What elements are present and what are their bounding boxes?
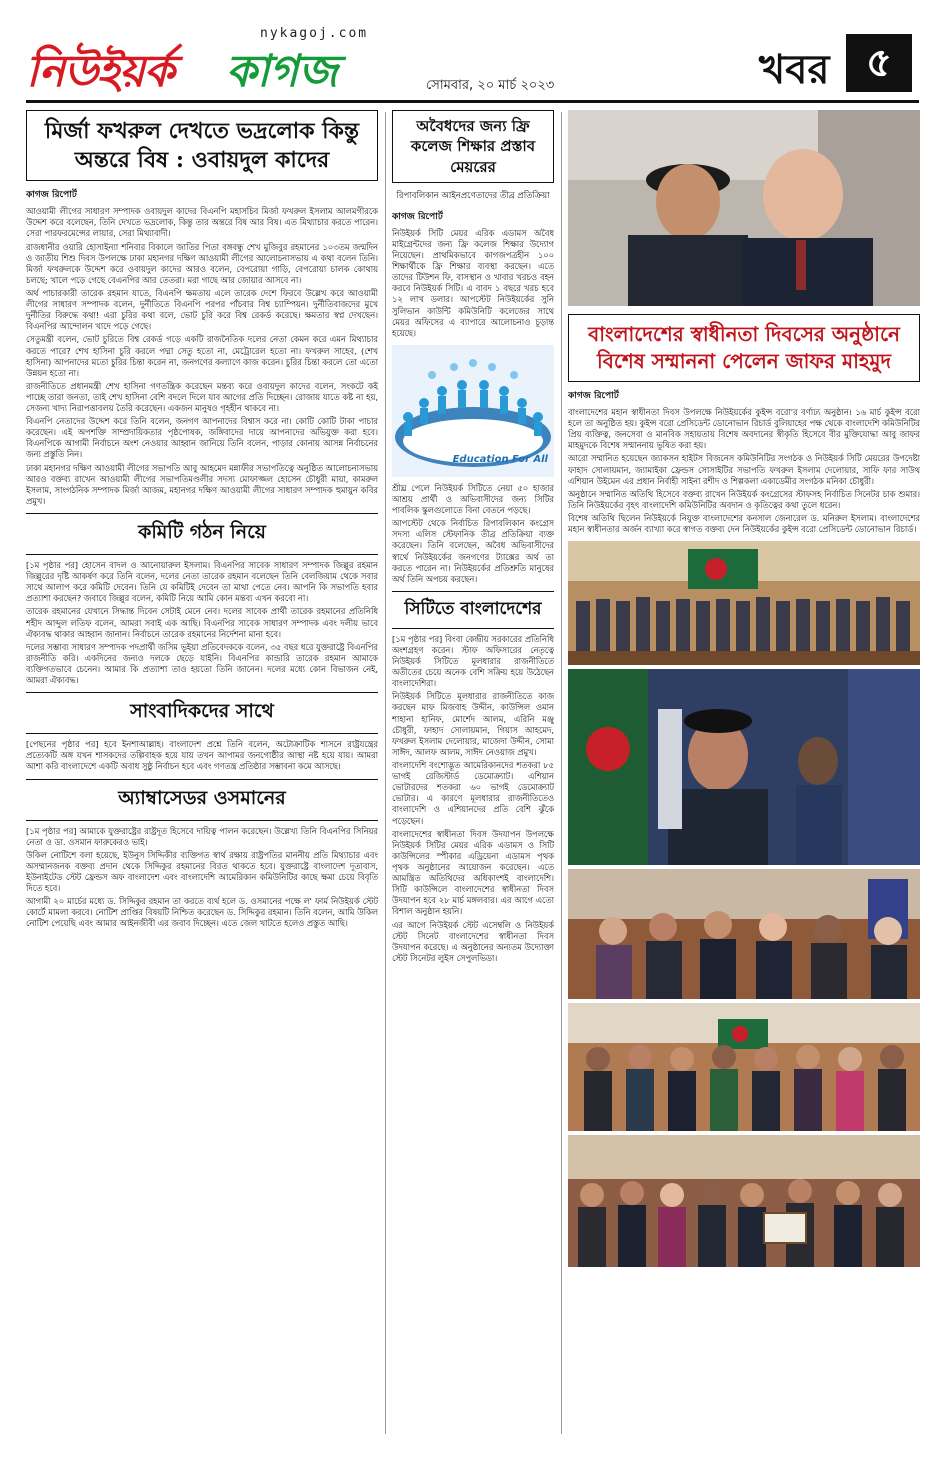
paragraph: [১ম পৃষ্ঠার পর] আমাকে যুক্তরাষ্ট্রের রাষ্ট্রদূত হিসেবে দায়িত্ব পালন করেছেন। উল্লেখ্য তিনি বিএনপির সিনিয়র নেতা ও ডা. ওসমান ফারুকেরও ভাই। [26, 825, 378, 847]
byline: কাগজ রিপোর্ট [26, 190, 77, 201]
paragraph: [১ম পৃষ্ঠার পর] হোসেন বাদল ও আনোয়ারুল ইসলাম। বিএনপির সাবেক সাধারণ সম্পাদক জিল্লুর রহমান জিল্লুরের দৃষ্টি আকর্ষণ করে তিনি বলেন, দলের নেতা তারেক রহমান বলেছেন তিনি বেলজিয়াম থেকে সবার সাথে আলাপ করে কমিটি দেবেন। তিনি যে কমিটিই দেবেন তা মাথা পেতে নেব। আপনি কি সভাপতি হবার প্রত্যাশা করছেন? জবাবে জিল্লুর বলেন, কমিটি নিয়ে আমি কোন মন্তব্য এখন করবো না। [26, 560, 378, 604]
photo-illustration [568, 541, 920, 665]
column-divider [561, 112, 562, 1434]
paragraph: আগামী ২০ মার্চের মধ্যে ড. সিদ্দিকুর রহমান তা করতে ব্যর্থ হলে ড. ওসমানের পক্ষে ল' ফার্ম নিউইয়র্ক স্টেট কোর্টে মামলা করবে। নোটিশ প্রাপ্তির বিষয়টি নিশ্চিত করেছেন ড. সিদ্দিকুর রহমান। তিনি বলেন, আমি উকিল নোটিশ পেয়েছি এবং আমার আইনজীবী এর জবাব দিচ্ছেন। এতে জেল খাটতে হলেও প্রস্তুত আছি। [26, 896, 378, 929]
paragraph: বাংলাদেশের স্বাধীনতা দিবস উদযাপন উপলক্ষে নিউইয়র্ক সিটির মেয়র এরিক এডামস ও সিটি কাউন্সিলের স্পীকার এড্রিয়েনা এডামস পৃথক পৃথক অনুষ্ঠানের আয়োজন করেছেন। এতে আমন্ত্রিত অতিথিদের অধিকাংশই বাংলাদেশি। সিটি কাউন্সিলে বাংলাদেশের স্বাধীনতা দিবস উদযাপন হবে ২৮ মার্চ মঙ্গলবার। এর আগে এতো বিশাল অনুষ্ঠান হয়নি। [392, 828, 554, 917]
page-number: ৫ [846, 34, 912, 92]
paragraph: বিশেষ অতিথি ছিলেন নিউইয়র্কে নিযুক্ত বাংলাদেশের কনসাল জেনারেল ড. মনিরুল ইসলাম। বাংলাদেশের মহান স্বাধীনতার অর্জন ব্যাখ্যা করে স্বাগত বক্তব্য দেন নিউইয়র্কের কুইন্স বরো প্রেসিডেন্ট ডোনোভান রিচার্ড। [568, 512, 920, 535]
headline: বাংলাদেশের স্বাধীনতা দিবসের অনুষ্ঠানে বিশেষ সম্মাননা পেলেন জাফর মাহমুদ [568, 314, 920, 382]
section-title: খবর [759, 46, 830, 93]
paragraph: আওয়ামী লীগের সাধারণ সম্পাদক ওবায়দুল কাদের বিএনপি মহাসচিব মির্জা ফখরুল ইসলাম আলমগীরকে উদ্দেশ করে বলেছেন, তিনি দেখতে ভদ্রলোক, কিন্তু তার অন্তরে বিষ আর বিষ। এত মিথ্যাচার করতে পারেন। সেরা পারফরমেন্সের লায়ার, সেরা মিথ্যাবাদী। [26, 206, 378, 239]
main-headline: মির্জা ফখরুল দেখতে ভদ্রলোক কিন্তু অন্তরে বিষ : ওবায়দুল কাদের [26, 110, 378, 181]
paragraph: শ্রীঘ্র পেলে নিউইয়র্ক সিটিতে নেয়া ৫০ হাজার আশ্রয় প্রার্থী ও অভিবাসীদের জন্য সিটির পাবলিক স্কুলগুলোতে বিনা বেতনে পড়ছে। [392, 482, 554, 516]
newspaper-logo[interactable] [26, 26, 396, 97]
byline: কাগজ রিপোর্ট [568, 391, 619, 401]
photo-illustration [568, 1003, 920, 1131]
paragraph: উকিল নোটিশে বলা হয়েছে, ইউনুস সিদ্দিকীর ব্যক্তিগত স্বার্থ রক্ষায় রাষ্ট্রপতির মাননীয় প্রতি মিথ্যাচার এবং অসম্মানজনক বক্তব্য প্রদান থেকে সিদ্দিকুর রহমানের বিরত থাকতে হবে। যুক্তরাষ্ট্রে বাংলাদেশ দূতাবাস, ইউনাইটেড স্টেট ফ্রেন্ডস অফ বাংলাদেশ এবং বাংলাদেশি আমেরিকান কমিউনিটির কাছে ক্ষমা চেয়ে বিবৃতি দিতে হবে। [26, 849, 378, 894]
issue-date: সোমবার, ২০ মার্চ ২০২৩ [426, 78, 555, 93]
photo-illustration [568, 869, 920, 999]
paragraph: অনুষ্ঠানে সম্মানিত অতিথি হিসেবে বক্তব্য রাখেন নিউইয়র্ক কংগ্রেসের স্টাফসহ নির্বাচিত সিনেটর চাক শুমার। তিনি নিউইয়র্কের বৃহৎ বাংলাদেশি কমিউনিটির অবদান ও কৃতিত্বের কথা তুলে ধরেন। [568, 488, 920, 510]
paragraph: রাজনীতিতে প্রধানমন্ত্রী শেখ হাসিনা গণতন্ত্রিক করেছেন মন্তব্য করে ওবায়দুল কাদের বলেন, সংকটে কই পাচ্ছে তারা জনতা, তাই শেখ হাসিনা বেশি বদলে দিলে যাব আগের প্রতি দিচ্ছেন। রোজায় যাতে কষ্ট না হয়, সেজন্য খাদ্য নিরাপত্তাবলয় তৈরি করেছেন। একজন মানুষও গৃহহীন থাকবে না। [26, 380, 378, 414]
logo-text-left: নিউইয়র্ক [26, 46, 174, 97]
sub-headline: সাংবাদিকদের সাথে [26, 692, 378, 734]
article-body [392, 483, 554, 585]
byline: কাগজ রিপোর্ট [392, 211, 443, 222]
photo-illustration [568, 1135, 920, 1267]
paragraph: এর আগে নিউইয়র্ক স্টেট এসেম্বলি ও নিউইয়র্ক স্টেট সিনেট বাংলাদেশের স্বাধীনতা দিবস উদযাপন করেছে। এ অনুষ্ঠানের অন্যতম উদ্যোক্তা স্টেট সিনেটর লুইস সেপুলভিডা। [392, 919, 554, 963]
article-body [26, 826, 378, 930]
article-body [392, 634, 554, 964]
education-caption: Education For All [452, 453, 548, 465]
article-body [392, 228, 554, 339]
masthead-divider [26, 100, 919, 103]
article-body [568, 407, 920, 535]
paragraph: আরো সম্মানিত হয়েছেন জ্যাকসন হাইটস বিজনেস কমিউনিটির সংগঠক ও নিউইয়র্ক সিটি মেয়রের উপদেষ্টা ফাহাদ সোলায়মান, জ্যামাইকা ফ্রেন্ডস সোসাইটির সভাপতি ফখরুল ইসলাম দেলোয়ার, সাফি ফার সাউথ এশিয়ান উইমেন এর প্রধান নির্বাহী সাইনা রশীদ ও শিল্পকলা একাডেমীর সংগঠক মনিকা চৌধুরী। [568, 453, 920, 486]
paragraph: বাংলাদেশি বংশোদ্ভূত আমেরিকানদের শতকরা ৮৫ ভাগই রেজিস্টার্ড ডেমোক্র্যাট। এশিয়ান ভোটারদের শতকরা ৬০ ভাগই ডেমোক্র্যাট ভোটার। এ কারণে মূলধারার রাজনীতিতেও বাংলাদেশি ও এশিয়ানদের প্রতি বেশি ঝুঁকে পড়েছেন। [392, 760, 554, 826]
right-column [568, 110, 920, 1440]
left-column [26, 110, 378, 1440]
paragraph: নিউইয়র্ক সিটিতে মূলধারার রাজনীতিতে কাজ করছেন মাফ মিজবাহ উদ্দীন, কাউন্সিল ওমান শাহানা হানিফ, মোর্শেদ আলম, এরিনি মঞ্জু চৌধুরী, ফাহাদ সোলায়মান, গিয়াস আহমেদ, ফখরুল ইসলাম দেলোয়ার, মাজেদা উদ্দীন, সোমা সাঈদ, আলফ আলম, সাঈদ নেওয়াজ প্রমুখ। [392, 691, 554, 757]
paragraph: দলের সম্ভাব্য সাধারণ সম্পাদক পদপ্রার্থী জসিম ভূইয়া প্রতিবেদককে বলেন, ৩৫ বছর ধরে যুক্তরাষ্ট্রে বিএনপির রাজনীতি করি। একদিনের জন্যও দলকে ছেড়ে যাইনি। বিএনপির কান্ডারি তারেক রহমান আমাকে ব্যক্তিগতভাবে চেনেন। আমার কি প্রত্যাশা তাও হয়তো তিনি জানেন। দলের মধ্যে কোন বিভাজন নেই, আমরা ঐক্যবদ্ধ। [26, 641, 378, 686]
middle-column [392, 110, 554, 1440]
paragraph: সেতুমন্ত্রী বলেন, ভোট চুরিতে বিশ্ব রেকর্ড গড়ে একটি রাজনৈতিক দলের নেতা কেমন করে এমন মিথ্যাচার করতে পারে? শেখ হাসিনা চুরি করলে পদ্মা সেতু হতো না, মেট্রোরেল হতো না। ফখরুল সাহেব, (শেখ হাসিনা) আপনাদের মতো চুরির চিন্তা করেন না, জনগণের কল্যাণে কাজ করেন। চুরির চিন্তা করলে তো এতো উন্নয়ন হতো না। [26, 334, 378, 378]
photo-schumer-greeting [568, 110, 920, 306]
paragraph: অর্থ পাচারকারী তারেক রহমান যাতে, বিএনপি ক্ষমতায় এলে তারেক দেশে ফিরবে উল্লেখ করে আওয়ামী লীগের সাধারণ সম্পাদক বলেন, দুর্নীতিতে বিএনপি পরপর পাঁচবার বিশ্ব চ্যাম্পিয়ন। দুর্নীতিবাজদের মুখে দুর্নীতির বিরুদ্ধে কথা! এরা চুরির কথা বলে, ভোট চুরি করে বিশ্ব রেকর্ড করেছে। ক্ষমতার স্বপ্ন দেখছেন। বিএনপির আন্দোলন খাদে পড়ে গেছে। [26, 287, 378, 332]
article-body [26, 739, 378, 772]
headline: অবৈধদের জন্য ফ্রি কলেজ শিক্ষার প্রস্তাব মেয়রের [392, 110, 554, 183]
paragraph: তারেক রহমানের যেখানে সিদ্ধান্ত দিবেন সেটাই মেনে নেব। দলের সাবেক প্রার্থী তারেক রহমানের প্রতিনিধি শহীদ আব্দুল লতিফ বলেন, আমরা সবাই এক আছি। বিএনপির সাবেক সাধারণ সম্পাদক এবং দলীয় ভাবে ঐক্যবদ্ধ থাকার আহ্বান জানান। নির্বাচনে তারেক রহমানের নির্দেশনা মানা হবে। [26, 606, 378, 639]
paragraph: আপস্টেট থেকে নির্বাচিত রিপাবলিকান কংগ্রেস সদস্য এলিস স্টেফানিক তীব্র প্রতিক্রিয়া ব্যক্ত করেছেন। তিনি বলেছেন, অবৈধ অভিবাসীদের স্বার্থে নিউইয়র্কের জনগণের ট্যাক্সের অর্থ তা করতে পারেন না। নিউইয়র্কের প্রতিশ্রুতি মানুষের অর্থ তিনি অপচয় করছেন। [392, 518, 554, 584]
photo-ceremony-honor-guard [568, 669, 920, 865]
article-body [26, 206, 378, 507]
paragraph: ঢাকা মহানগর দক্ষিণ আওয়ামী লীগের সভাপতি আবু আহমেদ মন্নাফীর সভাপতিত্বে অনুষ্ঠিত আলোচনাসভায় আরও বক্তব্য রাখেন আওয়ামী লীগের সভাপতিমণ্ডলীর সদস্য মোফাজ্জল হোসেন চৌধুরী মায়া, কামরুল ইসলাম, সাংগঠনিক সম্পাদক মির্জা আজম, মহানগর দক্ষিণ আওয়ামী লীগের সাধারণ সম্পাদক হুমায়ুন কবির প্রমুখ। [26, 462, 378, 506]
sub-headline: কমিটি গঠন নিয়ে [26, 513, 378, 555]
column-divider [385, 112, 386, 1434]
education-illustration [392, 345, 554, 477]
paragraph: বাংলাদেশের মহান স্বাধীনতা দিবস উপলক্ষে নিউইয়র্কের কুইন্স বরো'র বর্ণাঢ্য অনুষ্ঠান। ১৬ মার্চ কুইন্স বরো হলে তা অনুষ্ঠিত হয়। কুইন্স বরো প্রেসিডেন্ট ডোনোভান রিচার্ড বুলিয়াহের পক্ষ থেকে বাংলাদেশি কমিউনিটির প্রিয় ব্যক্তিত্ব, জনসেবা ও মানবিক সহায়তায় বিশেষ অবদানের স্বীকৃতি হিসেবে বীর মুক্তিযোদ্ধা আবু জাফর মাহমুদকে বিশেষ সম্মাননায় ভূষিত করা হয়। [568, 407, 920, 451]
masthead [0, 0, 945, 104]
photo-illustration [568, 110, 920, 306]
article-body [26, 560, 378, 686]
paragraph: রাজধানীর ওয়ারি হোসাইন্যা শনিবার বিকালে জাতির পিতা বঙ্গবন্ধু শেখ মুজিবুর রহমানের ১০৩তম জন্মদিন ও জাতীয় শিশু দিবস উপলক্ষে ঢাকা মহানগর দক্ষিণ আওয়ামী লীগের আলোচনাসভায় এ কথা বলেন তিনি। মির্জা ফখরুলকে উদ্দেশ করে ওবায়দুল কাদের আরও বলেন, বেপরোয়া গাড়ি, বেপরোয়া চালক কোথায় চলছে; খালে পড়ে গেছে বেএনপির আর তেতরা। মরা গাছে আর জোয়ার আসবে না। [26, 241, 378, 285]
photo-certificate-presentation [568, 1135, 920, 1267]
photo-group-indoors [568, 1003, 920, 1131]
paragraph: বিএনপি নেতাদের উদ্দেশ করে তিনি বলেন, জনগণ আপনাদের বিশ্বাস করে না। কোটি কোটি টাকা পাচার করেছেন। এই অপশক্তি সাম্প্রদায়িকতার পৃষ্ঠপোষক, জঙ্গিবাদের দায়ে আপনাদের অভিযুক্ত করা হবে। বিএনপিকে আগামী নির্বাচনে অংশ নেওয়ার আহ্বান জানিয়ে তিনি বলেন, পাড়ার কোনায় আসন্ন নির্বাচনের জন্য প্রস্তুতি নিন। [26, 416, 378, 460]
paragraph: নিউইয়র্ক সিটি মেয়র এরিক এডামস অবৈধ মাইগ্রেন্টদের জন্য ফ্রি কলেজ শিক্ষার উদ্যোগ নিয়েছেন। প্রাথমিকভাবে কাগজপত্রহীন ১০০ শিক্ষার্থীকে ফ্রি শিক্ষার ব্যবস্থা করছেন। এতে তাদের টিউশন ফি, বাসস্থান ও খাবার খরচও বহন করবে নিউইয়র্ক সিটি। এ বাবদ ১ বছরে খরচ হবে ১২ লাখ ডলার। আপস্টেট নিউইয়র্কের সুনি সুলিভান কাউন্টি কমিউনিটি কলেজের সাথে মেয়র অফিসের এ ব্যাপারে আলোচনাও চূড়ান্ত হয়েছে। [392, 227, 554, 338]
photo-senator-group [568, 869, 920, 999]
sub-title: রিপাবলিকান আইনপ্রণেতাদের তীব্র প্রতিক্রিয়া [396, 190, 550, 201]
photo-group-stage [568, 541, 920, 665]
sub-headline: অ্যাম্বাসেডর ওসমানের [26, 779, 378, 821]
sub-headline: সিটিতে বাংলাদেশের [392, 591, 554, 629]
photo-illustration [568, 669, 920, 865]
paragraph: [১ম পৃষ্ঠার পর] বিংবা কেন্দ্রীয় সরকারের প্রতিনিধি অংশগ্রহণ করেন। স্টাফ অফিসারের নেতৃত্বে নিউইয়র্ক সিটিতে মূলধারার রাজনীতিতে অতীতের চেয়ে অনেক বেশি সক্রিয় হয়ে উঠেছেন বাংলাদেশিরা। [392, 633, 554, 689]
logo-url[interactable]: nykagoj.com [260, 26, 369, 41]
paragraph: [পেছনের পৃষ্ঠার পর] হবে ইনশাআল্লাহ। বাংলাদেশ প্রশ্নে তিনি বলেন, অটোক্রাটিক শাসনে রাষ্ট্রযন্ত্রের প্রত্যেকটি অঙ্গ যখন শাসকদের তল্পিবাহক হয়ে যায় তখন আপামর জনগোষ্ঠীর আস্থা নষ্ট হয়ে যায়। আমরা আশা করি বাংলাদেশে একটি অবাধ সুষ্ঠু নির্বাচন হবে এবং গণতন্ত্র প্রতিষ্ঠার সম্ভাবনা কমে আসছে। [26, 739, 378, 772]
logo-text-right: কাগজ [226, 46, 338, 97]
